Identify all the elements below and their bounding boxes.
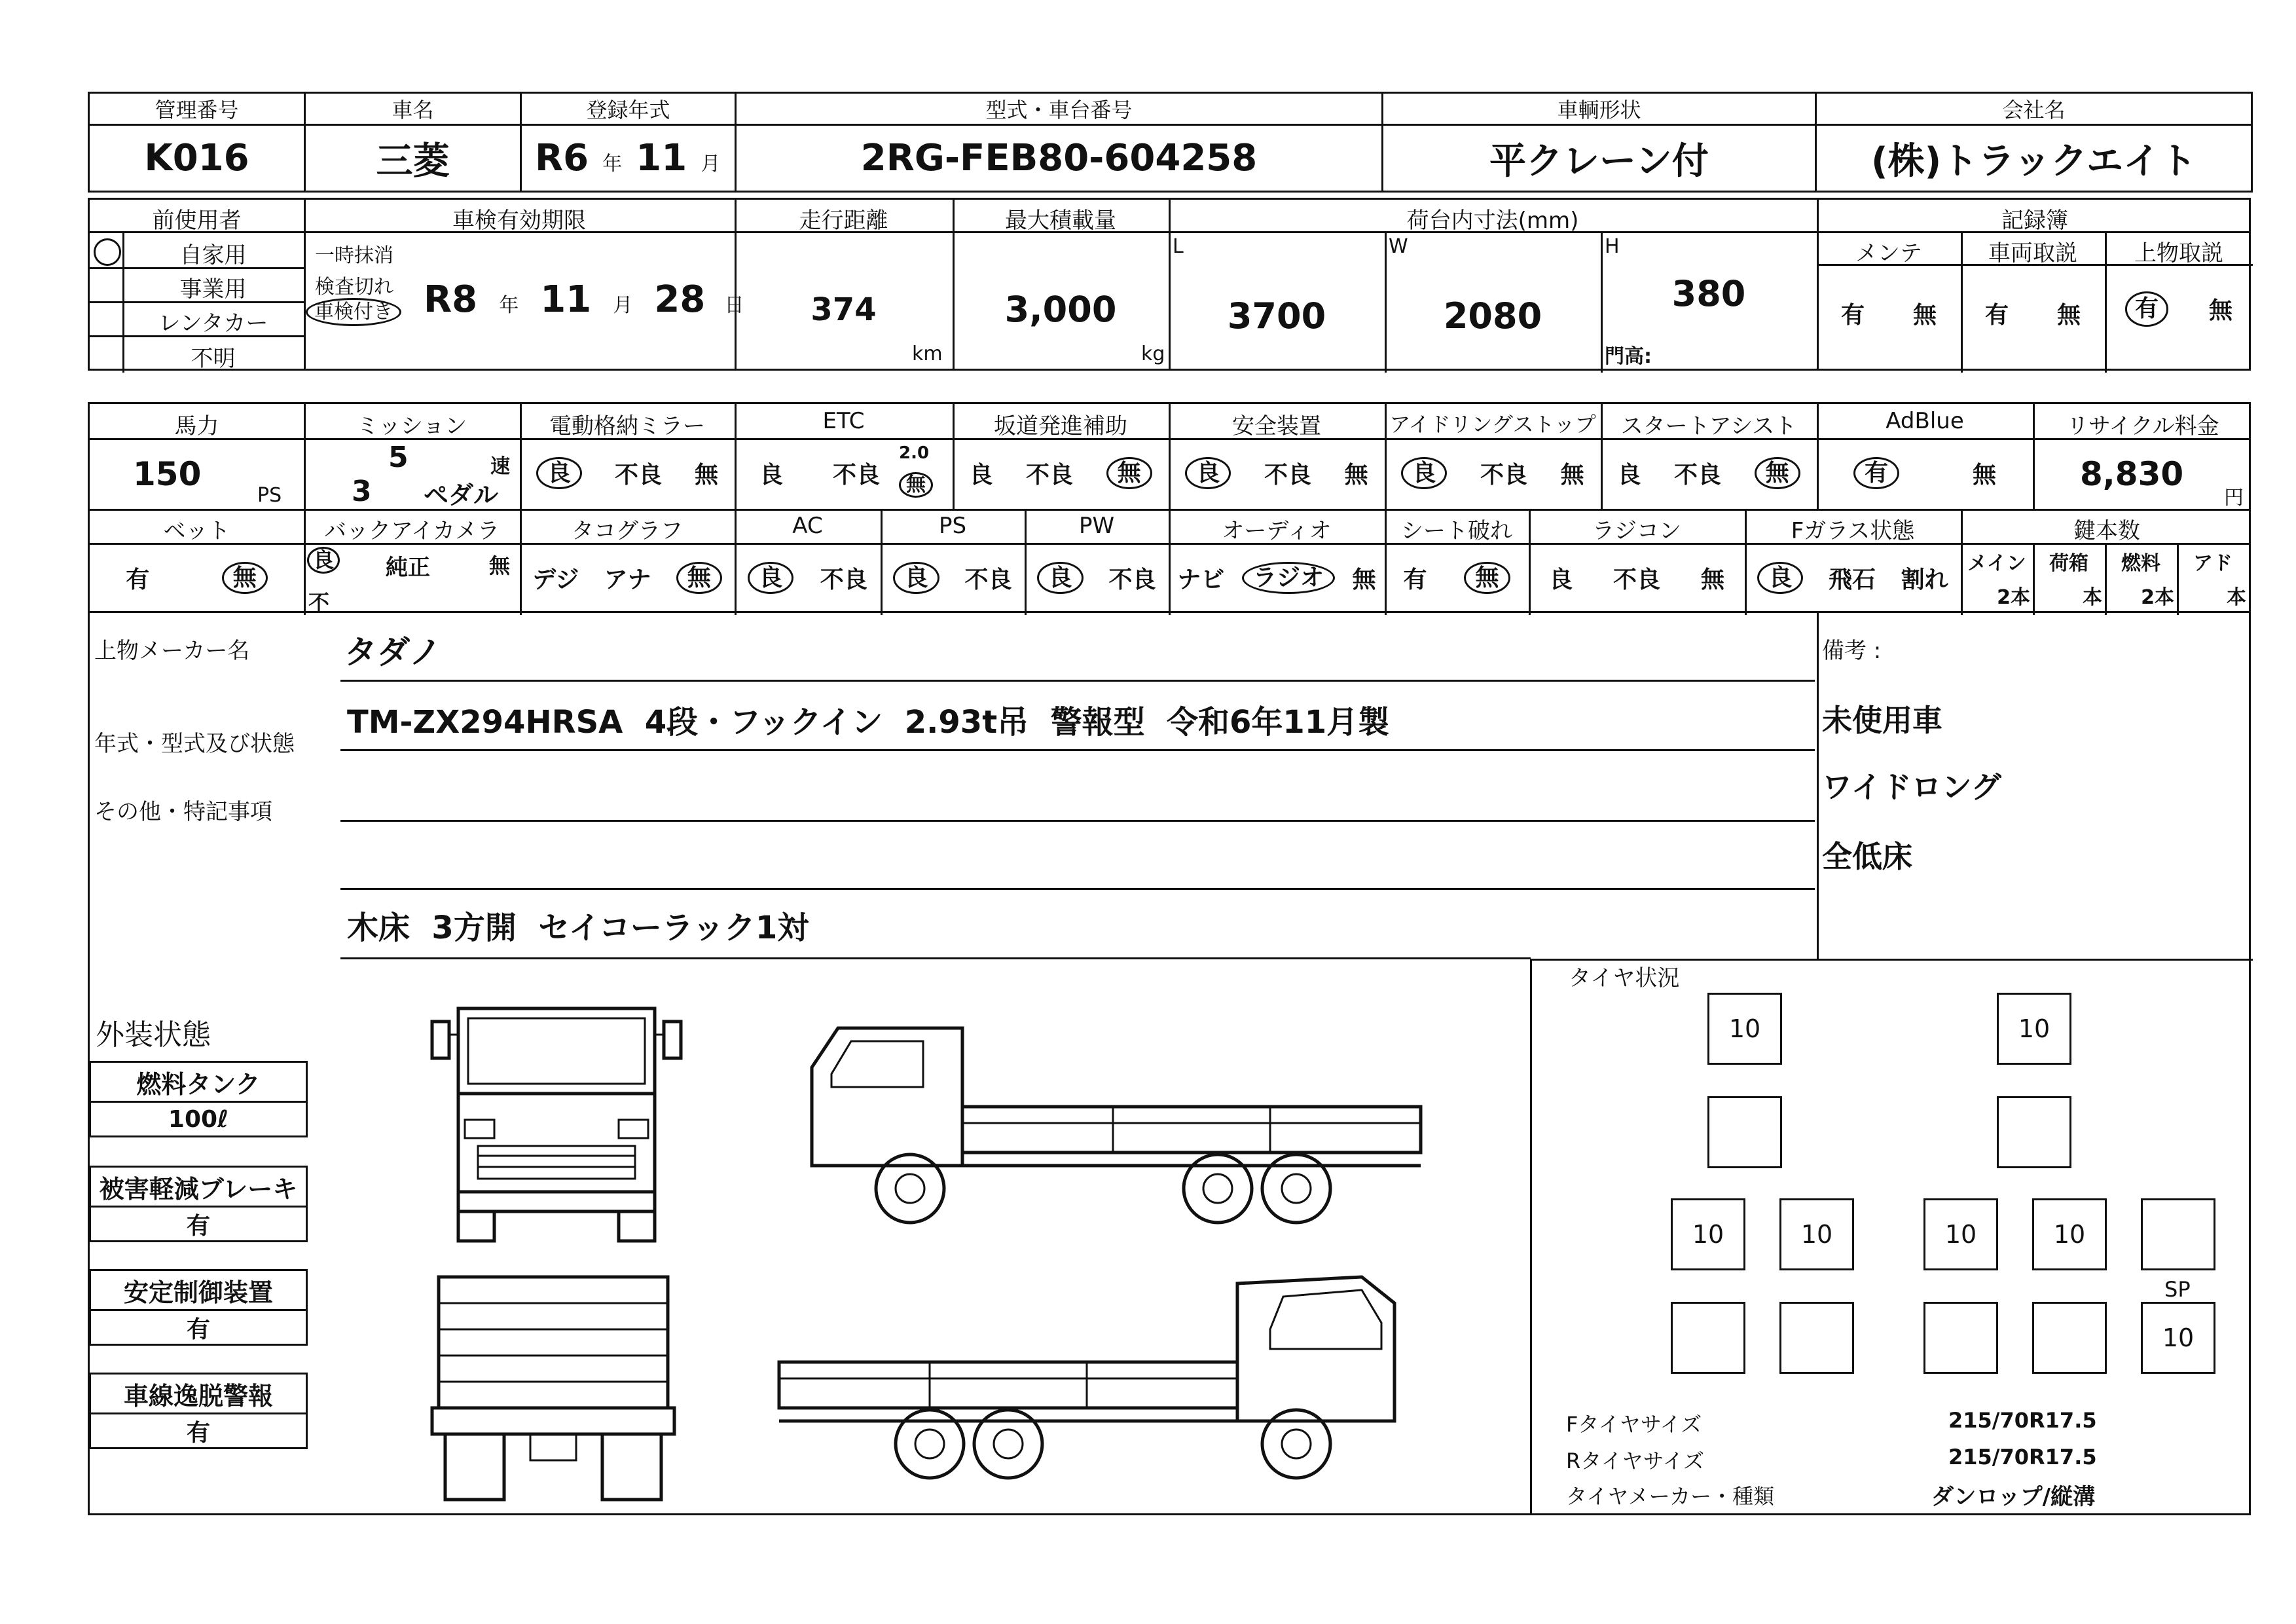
collision-brake-label: 被害軽減ブレーキ	[91, 1168, 306, 1208]
hill-options	[953, 456, 1169, 490]
hp-unit: PS	[257, 484, 282, 507]
option-bad: 不良	[614, 462, 662, 489]
tire-rear-outer-left: 10	[1671, 1198, 1745, 1270]
label-max-load: 最大積載量	[1005, 208, 1116, 234]
record-maint-options	[1817, 297, 1961, 330]
remote-options	[1529, 561, 1745, 595]
camera-bad: 不	[308, 590, 330, 615]
insp-month-unit: 月	[613, 294, 633, 317]
key-box-value: 本	[2083, 586, 2102, 609]
remark-item: 未使用車	[1822, 703, 1942, 738]
record-no: 無	[2208, 297, 2232, 325]
header-table	[88, 92, 2253, 193]
option-bad: 不良	[1264, 462, 1311, 489]
etc-options	[735, 456, 905, 490]
label-seat: シート破れ	[1401, 518, 1512, 544]
tire-front-left-2	[1707, 1096, 1782, 1168]
row2-block	[88, 198, 2251, 371]
option-bad: 不良	[820, 566, 867, 593]
year-model-label: 年式・型式及び状態	[94, 731, 295, 757]
option-none: 無	[694, 462, 718, 489]
record-maint-label: メンテ	[1855, 240, 1922, 267]
label-ps: PS	[938, 513, 967, 539]
truck-front-view-icon	[419, 995, 694, 1244]
glass-chip: 飛石	[1828, 566, 1876, 593]
recycle-unit: 円	[2224, 487, 2244, 509]
key-fuel-value: 2本	[2141, 586, 2174, 609]
option-none-selected: 無	[1106, 457, 1152, 490]
remark-item: ワイドロング	[1822, 769, 2001, 805]
option-bad: 不良	[1025, 462, 1073, 489]
key-ad-label: アド	[2193, 552, 2232, 575]
option-none: 無	[1700, 566, 1724, 593]
stability-control-value: 有	[186, 1316, 210, 1343]
tire-rear-outer-right-2	[2032, 1302, 2107, 1374]
tire-rear-inner-left: 10	[1779, 1198, 1854, 1270]
insp-date	[424, 278, 744, 321]
mirror-options	[520, 456, 735, 490]
bed-h-label: H	[1605, 235, 1620, 258]
label-mirror: 電動格納ミラー	[549, 413, 705, 439]
record-body-options	[2105, 291, 2253, 327]
record-no: 無	[2056, 302, 2081, 329]
record-yes-selected: 有	[2125, 291, 2168, 327]
spare-label: SP	[2164, 1277, 2191, 1302]
record-no: 無	[1912, 302, 1937, 329]
tire-front-right: 10	[1997, 993, 2071, 1065]
option-good-selected: 良	[536, 457, 582, 490]
label-company: 会社名	[1816, 93, 2252, 125]
insp-option: 一時抹消	[315, 244, 393, 267]
truck-rear-view-icon	[419, 1257, 694, 1506]
option-bad: 不良	[1673, 462, 1721, 489]
option-none-selected: 無	[1755, 457, 1800, 490]
insp-day: 28	[654, 278, 706, 321]
reg-month: 11	[636, 137, 687, 179]
option-good-selected: 良	[1401, 457, 1447, 490]
option-good-selected: 良	[1037, 562, 1083, 595]
option-none: 無	[1352, 566, 1376, 593]
bed-options	[90, 561, 304, 595]
audio-radio-selected: ラジオ	[1242, 562, 1335, 595]
hp-value: 150	[133, 455, 202, 493]
prev-user-option: レンタカー	[158, 310, 268, 337]
tire-rear-inner-right-2	[1923, 1302, 1998, 1374]
option-bad: 不良	[1480, 462, 1527, 489]
insp-year-unit: 年	[499, 294, 519, 317]
option-bad: 不良	[1613, 566, 1660, 593]
collision-brake-value: 有	[186, 1212, 210, 1240]
key-fuel-label: 燃料	[2121, 552, 2160, 575]
fuel-tank-label: 燃料タンク	[91, 1063, 306, 1103]
label-pw: PW	[1078, 513, 1115, 539]
collision-brake-box	[89, 1166, 308, 1242]
mission-speed-unit: 速	[490, 455, 510, 478]
start-options	[1601, 456, 1817, 490]
label-remote: ラジコン	[1592, 518, 1681, 544]
bed-w-value: 2080	[1443, 295, 1542, 337]
option-good: 良	[1617, 462, 1641, 489]
fuel-tank-box	[89, 1061, 308, 1137]
mission-pedal-unit: ペダル	[424, 481, 499, 509]
key-box-label: 荷箱	[2049, 552, 2088, 575]
record-vehicle-manual-label: 車両取説	[1988, 240, 2077, 267]
f-tire-size-value: 215/70R17.5	[1948, 1408, 2097, 1433]
label-model: 型式・車台番号	[736, 93, 1383, 125]
label-recycle: リサイクル料金	[2066, 413, 2219, 439]
etc-version: 2.0	[899, 443, 930, 463]
option-good-selected: 良	[1185, 457, 1231, 490]
max-load-value: 3,000	[1004, 289, 1117, 330]
prev-user-option: 事業用	[179, 276, 247, 303]
label-bed-dims: 荷台内寸法(mm)	[1406, 208, 1579, 234]
label-audio: オーディオ	[1222, 518, 1332, 544]
body-maker-label: 上物メーカー名	[94, 638, 250, 664]
insp-option: 検査切れ	[315, 276, 393, 299]
reg-month-unit: 月	[701, 153, 721, 175]
label-idle-stop: アイドリングストップ	[1389, 412, 1596, 437]
reg-year-unit: 年	[602, 153, 623, 175]
stability-control-box	[89, 1269, 308, 1346]
key-ad-value: 本	[2227, 586, 2246, 609]
truck-right-side-view-icon	[773, 1264, 1414, 1493]
option-none: 無	[1344, 462, 1368, 489]
bed-l-value: 3700	[1227, 295, 1326, 337]
label-reg-year: 登録年式	[521, 93, 736, 125]
seat-options	[1385, 561, 1529, 595]
option-good-selected: 良	[893, 562, 939, 595]
mgmt-no-value: K016	[89, 125, 305, 192]
label-start-assist: スタートアシスト	[1620, 413, 1797, 439]
tire-front-right-2	[1997, 1096, 2071, 1168]
safety-options	[1169, 456, 1385, 490]
label-records: 記録簿	[2001, 208, 2068, 234]
record-yes: 有	[1840, 302, 1865, 329]
label-mission: ミッション	[356, 413, 467, 439]
body-type-value: 平クレーン付	[1383, 125, 1816, 192]
option-good-selected: 良	[1757, 562, 1803, 595]
mileage-value: 374	[811, 291, 877, 328]
fuel-tank-value: 100ℓ	[168, 1105, 229, 1133]
label-hp: 馬力	[174, 413, 219, 439]
key-main-label: メイン	[1967, 552, 2026, 575]
label-maker: 車名	[305, 93, 521, 125]
adblue-options	[1817, 456, 2033, 490]
option-none: 無	[1560, 462, 1584, 489]
camera-good-selected: 良	[307, 547, 340, 574]
option-good: 良	[969, 462, 993, 489]
glass-crack: 割れ	[1901, 566, 1948, 593]
remark-item: 全低床	[1822, 839, 1912, 874]
label-etc: ETC	[822, 408, 865, 434]
option-none-selected: 無	[676, 562, 722, 595]
f-tire-size-label: Fタイヤサイズ	[1566, 1412, 1702, 1437]
pw-options	[1025, 561, 1169, 595]
label-back-camera: バックアイカメラ	[324, 518, 500, 544]
truck-left-side-view-icon	[799, 1015, 1427, 1238]
tire-rear-outer-right: 10	[2032, 1198, 2107, 1270]
ps-options	[881, 561, 1025, 595]
tire-rear-inner-left-2	[1779, 1302, 1854, 1374]
body-extra-line: 木床 3方開 セイコーラック1対	[347, 910, 809, 946]
tire-maker-value: ダンロップ/縦溝	[1931, 1484, 2096, 1510]
selected-circle-icon	[94, 238, 121, 266]
reg-year-value	[521, 125, 736, 192]
label-tacho: タコグラフ	[572, 518, 683, 544]
bed-w-label: W	[1389, 235, 1408, 258]
body-maker-value: タダノ	[344, 633, 442, 671]
tire-extra	[2141, 1198, 2215, 1270]
glass-options	[1745, 561, 1961, 595]
label-keys: 鍵本数	[2073, 518, 2140, 544]
stability-control-label: 安定制御装置	[91, 1271, 306, 1311]
prev-user-list	[90, 233, 304, 373]
gate-height-label: 門高:	[1605, 345, 1652, 368]
r-tire-size-label: Rタイヤサイズ	[1566, 1449, 1705, 1473]
label-safety: 安全装置	[1232, 413, 1321, 439]
label-body-type: 車輌形状	[1383, 93, 1816, 125]
prev-user-option: 自家用	[179, 242, 247, 268]
insp-month: 11	[540, 278, 592, 321]
option-bad: 不良	[832, 462, 880, 489]
option-yes: 有	[126, 566, 150, 593]
audio-options	[1169, 561, 1385, 595]
label-bed: ベット	[163, 518, 230, 544]
mission-pedal: 3	[352, 475, 372, 508]
label-mgmt-no: 管理番号	[89, 93, 305, 125]
label-ac: AC	[792, 513, 823, 539]
bed-l-label: L	[1173, 235, 1184, 258]
insp-era: R8	[424, 278, 478, 321]
record-vehicle-options	[1961, 297, 2105, 330]
equipment-block	[88, 402, 2251, 613]
tacho-digi: デジ	[532, 566, 579, 593]
tire-front-left: 10	[1707, 993, 1782, 1065]
label-hill-assist: 坂道発進補助	[994, 413, 1127, 439]
record-yes: 有	[1984, 302, 2009, 329]
maker-value: 三菱	[305, 125, 521, 192]
mission-speed: 5	[388, 441, 409, 474]
option-bad: 不良	[964, 566, 1012, 593]
model-chassis-value: 2RG-FEB80-604258	[736, 125, 1383, 192]
tire-status-title: タイヤ状況	[1569, 965, 1680, 991]
tire-spare: 10	[2141, 1302, 2215, 1374]
tacho-options	[520, 561, 735, 595]
option-good-selected: 良	[748, 562, 793, 595]
etc-none-selected: 無	[899, 472, 933, 498]
label-inspection: 車検有効期限	[452, 208, 586, 234]
option-none: 無	[1972, 462, 1996, 489]
mileage-unit: km	[912, 342, 943, 365]
tire-rear-outer-left-2	[1671, 1302, 1745, 1374]
label-glass: Fガラス状態	[1791, 518, 1915, 544]
tire-rear-inner-right: 10	[1923, 1198, 1998, 1270]
lane-departure-box	[89, 1373, 308, 1449]
option-yes-selected: 有	[1853, 457, 1899, 490]
other-notes-label: その他・特記事項	[94, 799, 272, 825]
ac-options	[735, 561, 881, 595]
recycle-value: 8,830	[2080, 455, 2184, 493]
bed-h-value: 380	[1671, 273, 1746, 314]
label-adblue: AdBlue	[1886, 408, 1964, 434]
body-spec-line: TM-ZX294HRSA 4段・フックイン 2.93t吊 警報型 令和6年11月製	[347, 704, 1390, 741]
option-none-selected: 無	[222, 562, 268, 595]
lane-departure-label: 車線逸脱警報	[91, 1375, 306, 1414]
key-main-value: 2本	[1997, 586, 2030, 609]
option-bad: 不良	[1108, 566, 1156, 593]
option-good: 良	[759, 462, 783, 489]
insp-day-unit: 日	[724, 294, 744, 317]
reg-era: R6	[535, 137, 589, 179]
r-tire-size-value: 215/70R17.5	[1948, 1445, 2097, 1469]
option-none-selected: 無	[1464, 562, 1510, 595]
insp-option-selected: 車検付き	[306, 298, 401, 326]
exterior-title: 外装状態	[96, 1018, 211, 1052]
camera-none: 無	[489, 553, 511, 578]
max-load-unit: kg	[1141, 342, 1165, 365]
option-yes: 有	[1403, 566, 1427, 593]
audio-navi: ナビ	[1177, 566, 1225, 593]
company-value: (株)トラックエイト	[1816, 125, 2252, 192]
label-mileage: 走行距離	[799, 208, 888, 234]
option-good: 良	[1548, 566, 1573, 593]
lane-departure-value: 有	[186, 1419, 210, 1447]
remarks-label: 備考 :	[1822, 638, 1882, 664]
tacho-ana: アナ	[604, 566, 651, 593]
record-body-manual-label: 上物取説	[2134, 240, 2223, 267]
tire-maker-label: タイヤメーカー・種類	[1566, 1484, 1775, 1509]
camera-genuine: 純正	[386, 555, 430, 581]
idle-options	[1385, 456, 1601, 490]
prev-user-option: 不明	[191, 346, 236, 372]
label-prev-user: 前使用者	[152, 208, 242, 234]
